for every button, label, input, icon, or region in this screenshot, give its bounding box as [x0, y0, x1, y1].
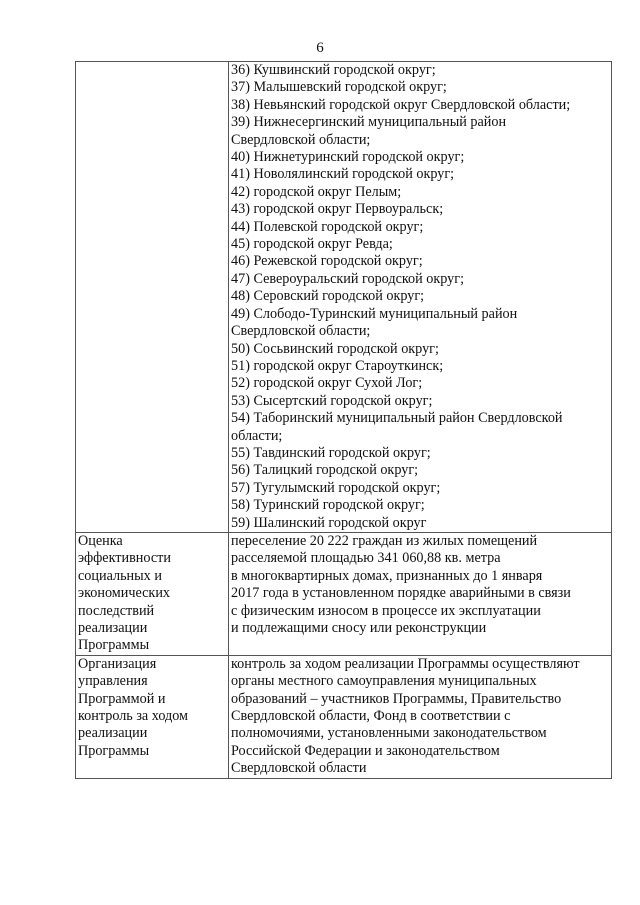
row-content-line: 47) Североуральский городской округ;	[231, 270, 465, 287]
row-label-line: Организация	[78, 655, 157, 672]
row-label-line: контроль за ходом	[78, 708, 189, 725]
row-content-line: контроль за ходом реализации Программы осуществляют	[231, 655, 580, 672]
row-content-line: 55) Тавдинский городской округ;	[231, 444, 431, 461]
row-content-line: 50) Сосьвинский городской округ;	[231, 340, 439, 357]
row-content-line: 58) Туринский городской округ;	[231, 497, 425, 514]
row-content-line: 49) Слободо-Туринский муниципальный район	[231, 305, 518, 322]
row-content-line: 48) Серовский городской округ;	[231, 288, 425, 305]
row-content-line: 37) Малышевский городской округ;	[231, 79, 447, 96]
row-label-line: Программы	[78, 637, 150, 654]
row-content-line: 38) Невьянский городской округ Свердловской области;	[231, 96, 571, 113]
row-content-line: 36) Кушвинский городской округ;	[231, 62, 436, 78]
row-content-line: 43) городской округ Первоуральск;	[231, 201, 444, 218]
row-label-cell	[76, 532, 229, 655]
row-label-line: управления	[78, 673, 148, 690]
row-content-line: полномочиями, установленными законодательством	[231, 725, 547, 742]
row-content-line: в многоквартирных домах, признанных до 1 января	[231, 567, 543, 584]
row-label-line: Оценка	[78, 532, 123, 549]
row-content-line: с физическим износом в процессе их эксплуатации	[231, 602, 541, 619]
row-content-line: Свердловской области;	[231, 131, 371, 148]
row-content-line: образований – участников Программы, Правительство	[231, 690, 562, 707]
row-label-line: Программой и	[78, 690, 166, 707]
row-label-line: социальных и	[78, 567, 162, 584]
row-content-line: 42) городской округ Пелым;	[231, 183, 402, 200]
row-content-line: 40) Нижнетуринский городской округ;	[231, 149, 465, 166]
row-content-line: органы местного самоуправления муниципальных	[231, 673, 537, 690]
row-content-line: 41) Новолялинский городской округ;	[231, 166, 455, 183]
row-content-line: расселяемой площадью 341 060,88 кв. метра	[231, 550, 501, 567]
table-row	[76, 532, 612, 655]
row-content-line: Свердловской области, Фонд в соответствии с	[231, 708, 511, 725]
row-content-line: 46) Режевской городской округ;	[231, 253, 423, 270]
row-content-line: 39) Нижнесергинский муниципальный район	[231, 114, 507, 131]
row-content-line: 52) городской округ Сухой Лог;	[231, 375, 423, 392]
table-row	[76, 655, 612, 778]
row-content-line: Российской Федерации и законодательством	[231, 742, 500, 759]
row-content-cell	[229, 62, 612, 533]
row-label-line: последствий	[78, 602, 155, 619]
row-content-line: 56) Талицкий городской округ;	[231, 462, 419, 479]
row-content-line: 2017 года в установленном порядке аварийными в связи	[231, 585, 571, 602]
row-content-line: 53) Сысертский городской округ;	[231, 392, 433, 409]
row-label-cell	[76, 655, 229, 778]
row-label-line: реализации	[78, 725, 148, 742]
row-label-line: экономических	[78, 585, 171, 602]
row-content-line: 57) Тугулымский городской округ;	[231, 479, 441, 496]
row-content-cell	[229, 655, 612, 778]
row-content-line: 45) городской округ Ревда;	[231, 236, 393, 253]
row-label-cell	[76, 62, 229, 533]
row-content-line: и подлежащими сносу или реконструкции	[231, 620, 487, 636]
row-content-line: Свердловской области;	[231, 323, 371, 340]
row-content-line: переселение 20 222 граждан из жилых помещений	[231, 532, 538, 549]
row-content-line: 51) городской округ Староуткинск;	[231, 357, 444, 374]
passport-table	[75, 61, 612, 779]
table-body	[76, 62, 612, 779]
row-label-line: реализации	[78, 620, 148, 636]
row-content-line: Свердловской области	[231, 760, 367, 777]
row-content-line: 44) Полевской городской округ;	[231, 218, 424, 235]
table-row	[76, 62, 612, 533]
page-number: 6	[316, 40, 324, 56]
row-label-line: Программы	[78, 742, 150, 759]
row-content-line: 54) Таборинский муниципальный район Свердловской	[231, 410, 563, 427]
row-content-cell	[229, 532, 612, 655]
row-label-line: эффективности	[78, 550, 171, 567]
row-content-line: области;	[231, 427, 283, 444]
row-content-line: 59) Шалинский городской округ	[231, 514, 427, 531]
